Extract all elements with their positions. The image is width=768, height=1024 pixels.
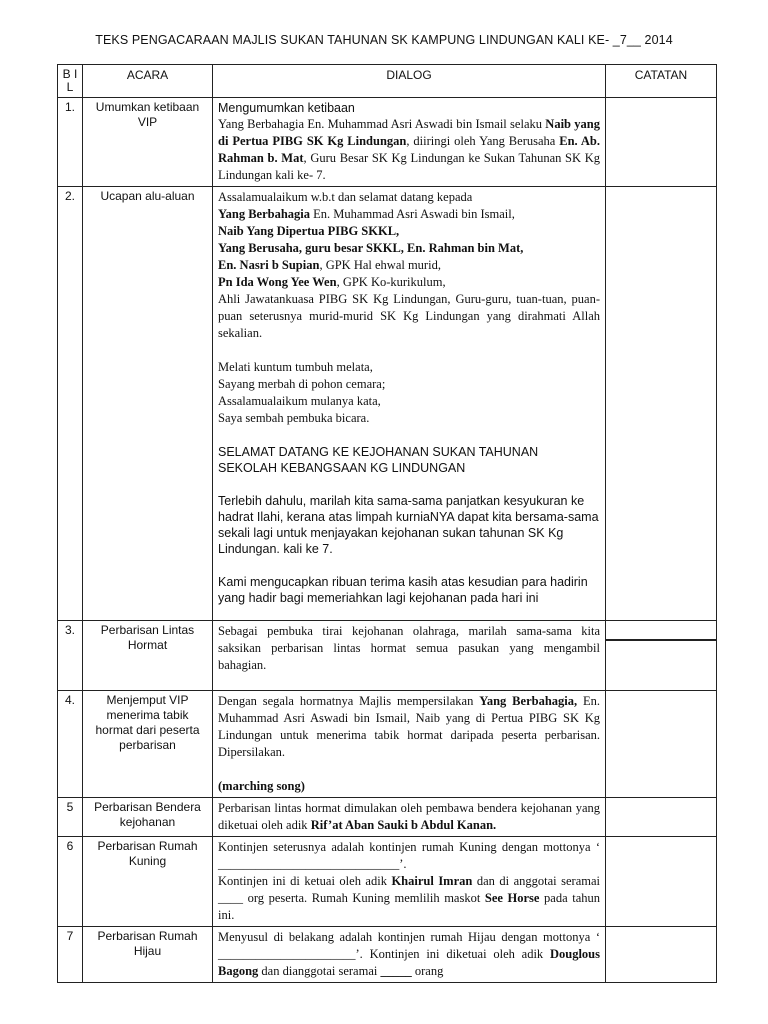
- dialog-paragraph: Ahli Jawatankuasa PIBG SK Kg Lindungan, Guru-guru, tuan-tuan, puan-puan seterusnya murid-murid SK Kg Lindungan yang dirahmati Allah sekalian.: [218, 292, 600, 340]
- row-catatan: [606, 798, 717, 837]
- dialog-line: En. Nasri b Supian, GPK Hal ehwal murid,: [218, 258, 441, 272]
- table-row: [58, 837, 717, 927]
- row-number: 4.: [58, 691, 83, 798]
- dialog-paragraph: Perbarisan lintas hormat dimulakan oleh pembawa bendera kejohanan yang diketuai oleh adik Rif’at Aban Sauki b Abdul Kanan.: [218, 801, 600, 832]
- row-dialog: [213, 691, 606, 798]
- row-dialog: [213, 837, 606, 927]
- dialog-paragraph: Sebagai pembuka tirai kejohanan olahraga, marilah sama-sama kita saksikan perbarisan lintas hormat semua pasukan yang mengambil bahagian.: [218, 624, 600, 672]
- row-acara: Ucapan alu-aluan: [83, 187, 213, 621]
- table-row: [58, 798, 717, 837]
- row-dialog: [213, 187, 606, 621]
- dialog-line: Mengumumkan ketibaan: [218, 101, 355, 115]
- header-acara: ACARA: [83, 65, 213, 98]
- dialog-paragraph: Kontinjen seterusnya adalah kontinjen rumah Kuning dengan mottonya ‘ _____________________________’.: [218, 840, 600, 871]
- row-catatan: [606, 837, 717, 927]
- row-acara: Perbarisan Rumah Hijau: [83, 927, 213, 983]
- table-row: [58, 98, 717, 187]
- dialog-paragraph: Yang Berbahagia En. Muhammad Asri Aswadi bin Ismail selaku Naib yang di Pertua PIBG SK Kg Lindungan, diiringi oleh Yang Berusaha En. Ab. Rahman b. Mat, Guru Besar SK Kg Lindungan ke Sukan Tahunan SK Kg Lindungan kali ke- 7.: [218, 117, 600, 182]
- pantun-line: Saya sembah pembuka bicara.: [218, 411, 370, 425]
- dialog-paragraph: Menyusul di belakang adalah kontinjen rumah Hijau dengan mottonya ‘ ______________________’. Kontinjen ini diketuai oleh adik Douglous Bagong dan dianggotai seramai _____ orang: [218, 930, 600, 978]
- page-title: TEKS PENGACARAAN MAJLIS SUKAN TAHUNAN SK KAMPUNG LINDUNGAN KALI KE- _7__ 2014: [95, 33, 673, 47]
- table-row: [58, 187, 717, 621]
- header-catatan: CATATAN: [606, 65, 717, 98]
- row-catatan: [606, 98, 717, 187]
- dialog-paragraph: Terlebih dahulu, marilah kita sama-sama panjatkan kesyukuran ke hadrat Ilahi, kerana atas limpah kurniaNYA dapat kita bersama-sama sekali lagi untuk menjayakan kejohanan sukan tahunan SK Kg Lindungan. kali ke 7.: [218, 494, 599, 556]
- table-row: [58, 621, 717, 691]
- row-number: 2.: [58, 187, 83, 621]
- row-catatan: [606, 927, 717, 983]
- welcome-heading: SELAMAT DATANG KE KEJOHANAN SUKAN TAHUNAN SEKOLAH KEBANGSAAN KG LINDUNGAN: [218, 445, 539, 475]
- dialog-line: Pn Ida Wong Yee Wen, GPK Ko-kurikulum,: [218, 275, 446, 289]
- dialog-paragraph: Dengan segala hormatnya Majlis mempersilakan Yang Berbahagia, En. Muhammad Asri Aswadi bin Ismail, Naib yang di Pertua PIBG SK Kg Lindungan untuk menerima tabik hormat daripada peserta perbarisan. Dipersilakan.: [218, 694, 601, 759]
- header-dialog: DIALOG: [213, 65, 606, 98]
- dialog-paragraph: Kami mengucapkan ribuan terima kasih atas kesudian para hadirin yang hadir bagi memeriahkan lagi kejohanan pada hari ini: [218, 575, 588, 605]
- dialog-line: Yang Berusaha, guru besar SKKL, En. Rahman bin Mat,: [218, 241, 524, 255]
- row-dialog: [213, 798, 606, 837]
- dialog-line: Naib Yang Dipertua PIBG SKKL,: [218, 224, 400, 238]
- row-number: 5: [58, 798, 83, 837]
- row-number: 3.: [58, 621, 83, 691]
- row-acara: Perbarisan Bendera kejohanan: [83, 798, 213, 837]
- row-dialog: [213, 621, 606, 691]
- table-row: [58, 927, 717, 983]
- row-number: 1.: [58, 98, 83, 187]
- header-bil: B I L: [58, 65, 83, 98]
- row-acara: Perbarisan Rumah Kuning: [83, 837, 213, 927]
- row-number: 7: [58, 927, 83, 983]
- row-acara: Menjemput VIP menerima tabik hormat dari peserta perbarisan: [83, 691, 213, 798]
- row-acara: Perbarisan Lintas Hormat: [83, 621, 213, 691]
- row-catatan: [606, 621, 717, 691]
- table-header-row: [58, 65, 717, 98]
- row-acara: Umumkan ketibaan VIP: [83, 98, 213, 187]
- pantun-line: Sayang merbah di pohon cemara;: [218, 377, 386, 391]
- row-catatan: [606, 187, 717, 621]
- row-catatan: [606, 691, 717, 798]
- programme-table: [57, 64, 717, 983]
- music-cue: (marching song): [218, 779, 305, 793]
- pantun-line: Assalamualaikum mulanya kata,: [218, 394, 381, 408]
- dialog-line: Assalamualaikum w.b.t dan selamat datang kepada: [218, 190, 473, 204]
- table-row: [58, 691, 717, 798]
- row-dialog: [213, 98, 606, 187]
- pantun-line: Melati kuntum tumbuh melata,: [218, 360, 373, 374]
- dialog-line: Yang Berbahagia En. Muhammad Asri Aswadi bin Ismail,: [218, 207, 515, 221]
- dialog-paragraph: Kontinjen ini di ketuai oleh adik Khairul Imran dan di anggotai seramai ____ org peserta. Rumah Kuning memlilih maskot See Horse pada tahun ini.: [218, 874, 601, 922]
- row-dialog: [213, 927, 606, 983]
- row-number: 6: [58, 837, 83, 927]
